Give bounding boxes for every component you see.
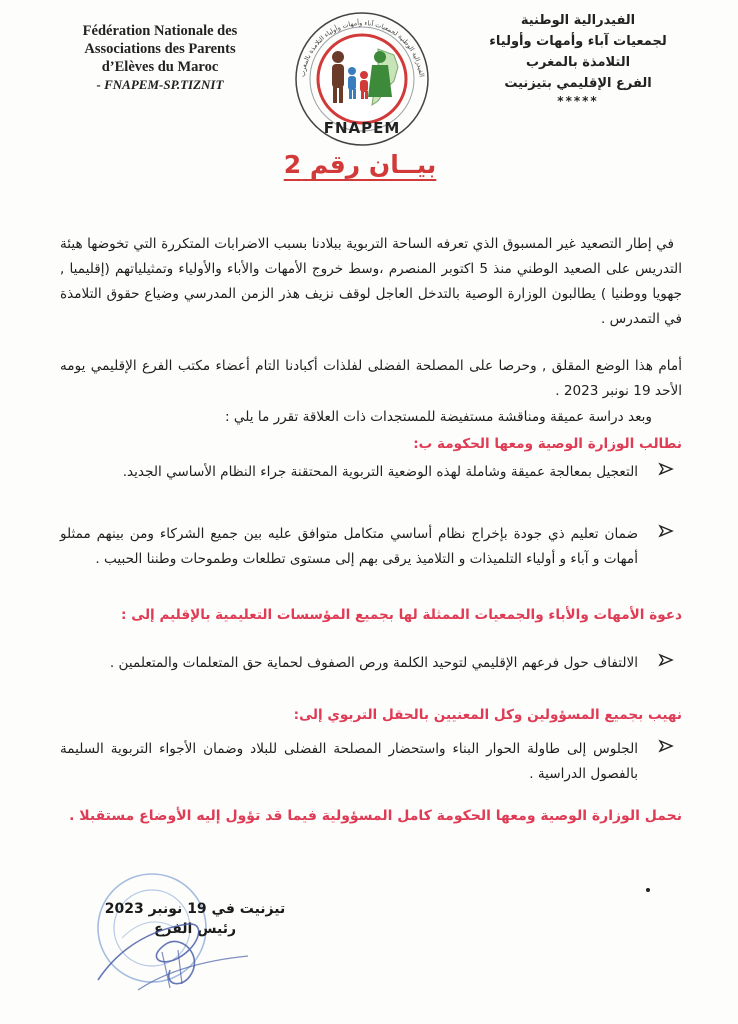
header-fr-branch: - FNAPEM-SP.TIZNIT: [96, 77, 224, 92]
closing-statement: نحمل الوزارة الوصية ومعها الحكومة كامل المسؤولية فيما قد تؤول إليه الأوضاع مستقبلا .: [69, 808, 682, 824]
list-item: [60, 460, 682, 485]
arrow-bullet-icon: [658, 738, 674, 754]
section-heading: نطالب الوزارة الوصية ومعها الحكومة ب:: [413, 436, 682, 452]
body-paragraph: في إطار التصعيد غير المسبوق الذي تعرفه الساحة التربوية ببلادنا بسبب الاضرابات المتكررة التي تخوضها هيئة التدريس على الصعيد الوطني منذ 5 اكتوبر المنصرم ،وسط خروج الأمهات والأباء والأولياء وتمثيلياتهم (إقليميا , جهويا ووطنيا ) يطالبون الوزارة الوصية بالتدخل العاجل لوقف نزيف هذر الزمن المدرسي وضياع حقوق التلامذة في التمدرس .: [60, 236, 682, 327]
statement-title: بيــان رقم 2: [283, 150, 437, 179]
signature-role: رئيس الفرع: [153, 921, 237, 937]
list-item-text: ضمان تعليم ذي جودة بإخراج نظام أساسي متكامل متوافق عليه بين جميع الشركاء ومن بينهم ممثلو أمهات و آباء و أولياء التلميذات و التلاميذ يرقى بهم إلى مستوى تطلعات وطموحات وطننا الحبيب .: [60, 526, 638, 567]
header-ar-line: التلامذة بالمغرب: [525, 55, 631, 70]
header-arabic: [478, 10, 678, 108]
section-heading: دعوة الأمهات والأباء والجمعيات الممثلة لها بجميع المؤسسات التعليمية بالإقليم إلى :: [121, 607, 682, 623]
body-paragraph: أمام هذا الوضع المقلق , وحرصا على المصلحة الفضلى لفلذات أكبادنا التام أعضاء مكتب الفرع الإقليمي يومه الأحد 19 نونبر 2023 .: [60, 358, 682, 399]
header-stars: *****: [557, 94, 599, 108]
stray-dot: [646, 888, 650, 892]
body-paragraph: وبعد دراسة عميقة ومناقشة مستفيضة للمستجدات ذات العلاقة تقرر ما يلي :: [224, 409, 652, 425]
list-item: [60, 522, 682, 572]
list-item-text: الجلوس إلى طاولة الحوار البناء واستحضار المصلحة الفضلى للبلاد وضمان الأجواء التربوية السليمة بالفصول الدراسية .: [60, 741, 638, 782]
header-fr-line: Fédération Nationale des: [82, 23, 238, 39]
arrow-bullet-icon: [658, 523, 674, 539]
logo-text: FNAPEM: [323, 119, 401, 137]
list-item-text: الالتفاف حول فرعهم الإقليمي لتوحيد الكلمة ورص الصفوف لحماية حق المتعلمات والمتعلمين .: [109, 655, 638, 671]
header-ar-line: الفرع الإقليمي بتيزنيت: [504, 76, 652, 91]
header-fr-line: Associations des Parents: [84, 41, 236, 57]
fnapem-logo: [282, 5, 442, 153]
arrow-bullet-icon: [658, 461, 674, 477]
list-item: [60, 651, 682, 676]
section-heading: نهيب بجميع المسؤولين وكل المعنيين بالحقل التربوي إلى:: [293, 707, 682, 723]
header-french: [60, 22, 260, 94]
list-item: [60, 737, 682, 787]
arrow-bullet-icon: [658, 652, 674, 668]
list-item-text: التعجيل بمعالجة عميقة وشاملة لهذه الوضعية التربوية المحتقنة جراء النظام الأساسي الجديد.: [122, 464, 638, 480]
handwritten-signature: [78, 860, 268, 1010]
header-ar-line: الفيدرالية الوطنية: [520, 13, 636, 28]
logo-ring-text: الفيدرالية الوطنية لجمعيات آباء وأمهات وأولياء التلامذة بالمغرب: [298, 18, 426, 78]
header-fr-line: d’Elèves du Maroc: [101, 59, 219, 75]
signature-date: تيزنيت في 19 نونبر 2023: [104, 901, 286, 917]
header-ar-line: لجمعيات آباء وأمهات وأولياء: [489, 34, 667, 49]
